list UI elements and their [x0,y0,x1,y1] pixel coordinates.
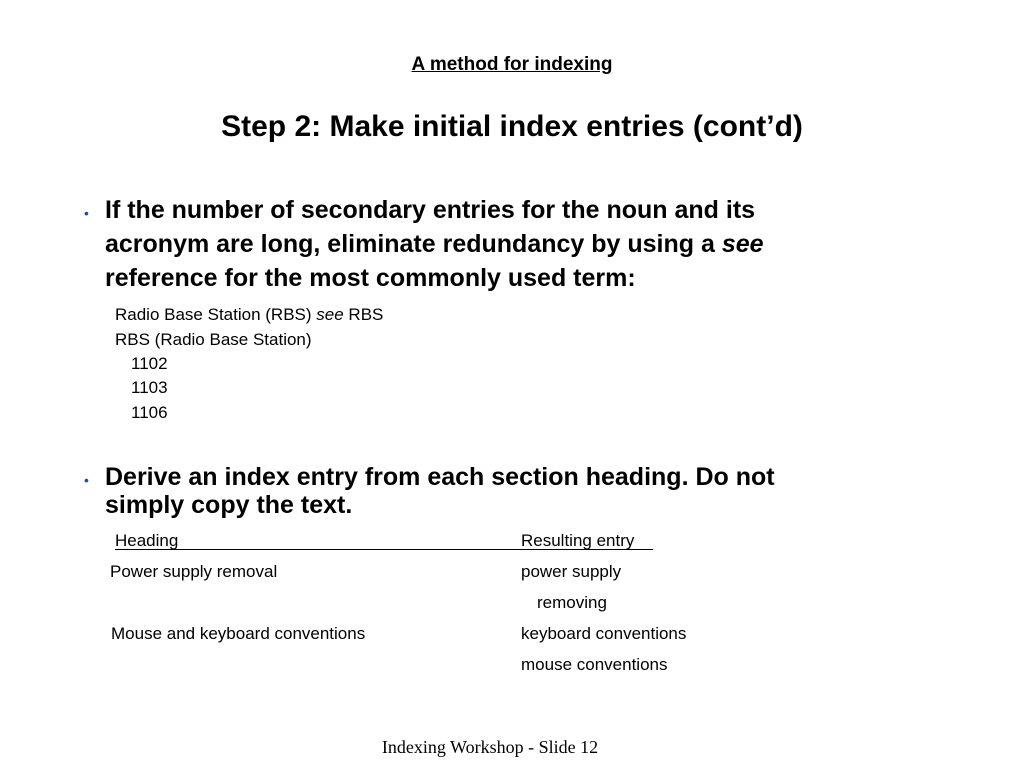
table-row-result: mouse conventions [521,655,668,674]
bullet-marker: • [84,205,89,221]
bullet-2-line-2: simply copy the text. [105,491,353,519]
example-target-term: RBS [343,305,384,324]
see-emphasis: see [721,230,764,258]
bullet-1-line-3: reference for the most commonly used term: [105,264,636,292]
example-see-word: see [316,305,344,324]
slide-footer: Indexing Workshop - Slide 12 [381,737,599,757]
slide-subtitle: A method for indexing [411,54,613,75]
table-row-heading: Power supply removal [110,562,278,581]
table-row-heading: Mouse and keyboard conventions [111,624,366,643]
bullet-2-text [105,463,775,519]
bullet-1-line-1: If the number of secondary entries for the noun and its [105,196,756,224]
slide-title: Step 2: Make initial index entries (cont’d) [221,110,803,143]
example-see-reference [115,305,383,325]
result-column-header: Resulting entry [521,531,635,550]
example-page-number: 1103 [131,378,168,397]
heading-column-header: Heading [115,531,179,550]
example-page-number: 1106 [131,403,168,422]
bullet-2-line-1: Derive an index entry from each section heading. Do not [105,463,775,491]
example-term: Radio Base Station (RBS) [115,305,317,324]
example-main-entry: RBS (Radio Base Station) [115,330,312,349]
bullet-1-line-2 [105,227,764,261]
bullet-1-text [105,193,764,295]
table-row-result: removing [537,593,607,612]
table-row-result: keyboard conventions [521,624,687,643]
table-row-result: power supply [521,562,622,581]
bullet-1-line-2-text: acronym are long, eliminate redundancy by using a [105,230,715,258]
example-page-number: 1102 [131,354,168,373]
bullet-marker: • [84,472,89,488]
